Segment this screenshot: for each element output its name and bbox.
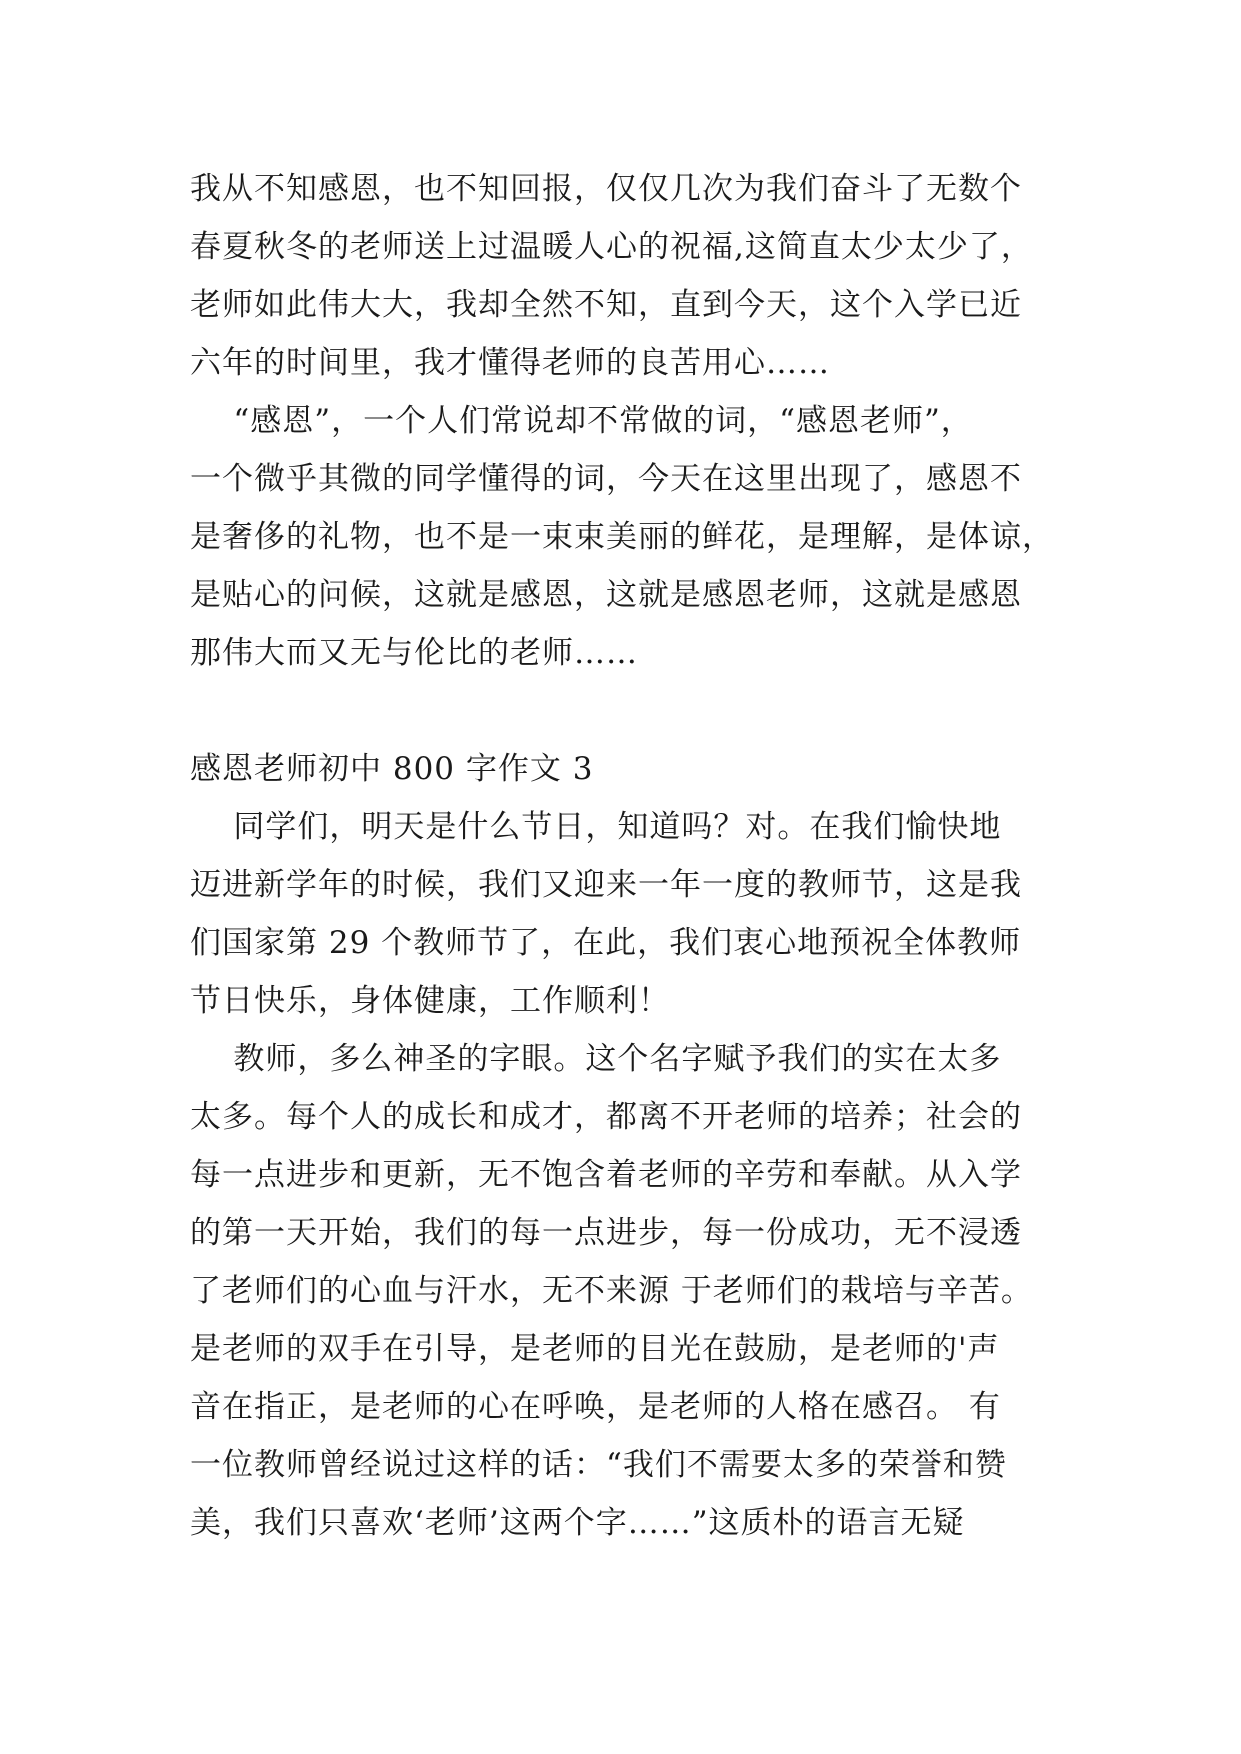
text-line: 了老师们的心血与汗水，无不来源 于老师们的栽培与辛苦。 xyxy=(190,1273,1033,1309)
text-line: 一个微乎其微的同学懂得的词，今天在这里出现了，感恩不 xyxy=(190,461,1022,497)
text-line: 美，我们只喜欢‘老师’这两个字……”这质朴的语言无疑 xyxy=(190,1505,965,1541)
paragraph-4 xyxy=(190,1030,1090,1552)
blank-line xyxy=(190,682,1090,740)
text-line: 们国家第 29 个教师节了，在此，我们衷心地预祝全体教师 xyxy=(190,925,1022,961)
paragraph-1 xyxy=(190,160,1090,392)
text-line: 同学们，明天是什么节日，知道吗？对。在我们愉快地 xyxy=(190,809,1002,845)
text-line: 那伟大而又无与伦比的老师…… xyxy=(190,635,638,671)
text-line: 是贴心的问候，这就是感恩，这就是感恩老师，这就是感恩 xyxy=(190,577,1022,613)
text-line: 迈进新学年的时候，我们又迎来一年一度的教师节，这是我 xyxy=(190,867,1022,903)
text-line: 我从不知感恩，也不知回报，仅仅几次为我们奋斗了无数个 xyxy=(190,171,1022,207)
paragraph-3 xyxy=(190,798,1090,1030)
text-line: “感恩”，一个人们常说却不常做的词，“感恩老师”， xyxy=(190,403,973,439)
paragraph-2 xyxy=(190,392,1090,682)
text-line: 的第一天开始，我们的每一点进步，每一份成功，无不浸透 xyxy=(190,1215,1022,1251)
text-line: 节日快乐，身体健康，工作顺利！ xyxy=(190,983,670,1019)
text-line: 六年的时间里，我才懂得老师的良苦用心…… xyxy=(190,345,830,381)
text-line: 音在指正，是老师的心在呼唤，是老师的人格在感召。 有 xyxy=(190,1389,1001,1425)
text-line: 是老师的双手在引导，是老师的目光在鼓励，是老师的'声 xyxy=(190,1331,1000,1367)
text-line: 老师如此伟大大，我却全然不知，直到今天，这个入学已近 xyxy=(190,287,1022,323)
text-line: 太多。每个人的成长和成才，都离不开老师的培养；社会的 xyxy=(190,1099,1022,1135)
text-line: 春夏秋冬的老师送上过温暖人心的祝福,这简直太少太少了， xyxy=(190,229,1033,265)
text-line: 每一点进步和更新，无不饱含着老师的辛劳和奉献。从入学 xyxy=(190,1157,1022,1193)
section-title: 感恩老师初中 800 字作文 3 xyxy=(190,751,594,787)
document-body xyxy=(190,160,1090,1552)
text-line: 一位教师曾经说过这样的话：“我们不需要太多的荣誉和赞 xyxy=(190,1447,1007,1483)
text-line: 是奢侈的礼物，也不是一束束美丽的鲜花，是理解，是体谅， xyxy=(190,519,1054,555)
text-line: 教师，多么神圣的字眼。这个名字赋予我们的实在太多 xyxy=(190,1041,1002,1077)
